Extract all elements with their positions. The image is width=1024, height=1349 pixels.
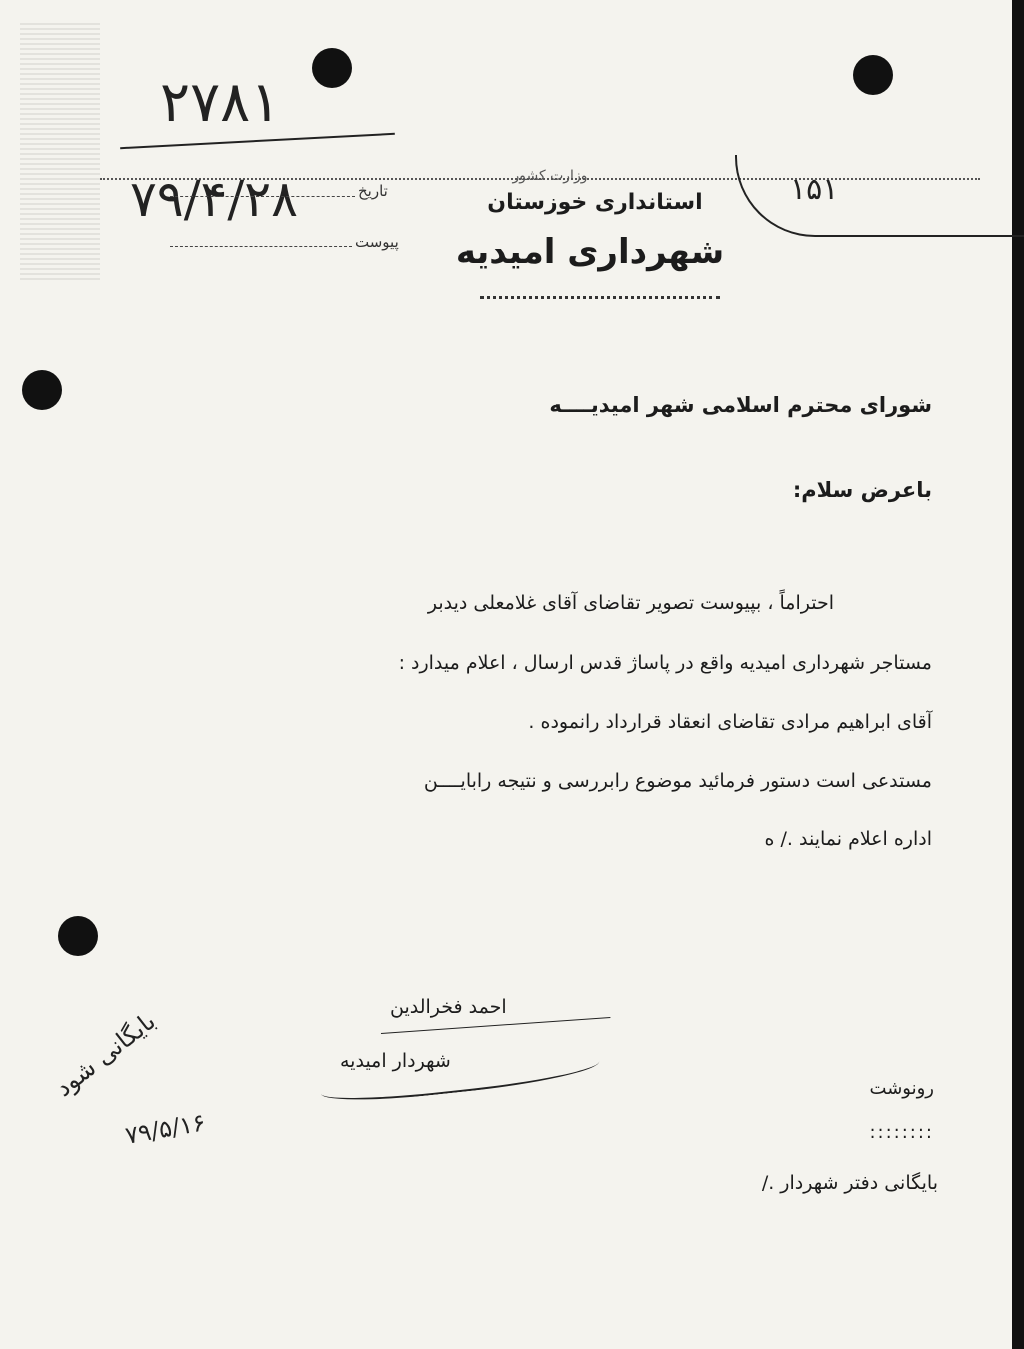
body-line: احتراماً ، بپیوست تصویر تقاضای آقای غلامعلی دیدبر (427, 592, 834, 614)
margin-note: بایگانی شود (50, 1006, 161, 1103)
body-line: اداره اعلام نمایند ./ ه (764, 828, 932, 850)
copies-archive: بایگانی دفتر شهردار ./ (761, 1172, 938, 1194)
corner-stamp-curve (735, 155, 1024, 237)
body-line: مستاجر شهرداری امیدیه واقع در پاساژ قدس ارسال ، اعلام میدارد : (398, 652, 932, 674)
body-line: مستدعی است دستور فرمائید موضوع رابررسی و نتیجه رابایــــن (423, 770, 932, 792)
punch-hole (853, 55, 893, 95)
province-title: استانداری خوزستان (487, 190, 703, 215)
attachment-line (170, 246, 352, 247)
punch-hole (22, 370, 62, 410)
handwritten-number: ۲۷۸۱ (160, 70, 281, 135)
copies-label: رونوشت (869, 1078, 934, 1099)
signer-title: شهردار امیدیه (340, 1050, 451, 1072)
date-line (170, 196, 355, 197)
addressee: شورای محترم اسلامی شهر امیدیــــه (549, 393, 932, 417)
attachment-label: پیوست (355, 233, 399, 251)
ministry-line: وزارت کشور (512, 168, 588, 184)
letterhead-dots (480, 296, 720, 299)
corner-number: ۱۵۱ (790, 172, 839, 207)
greeting: باعرض سلام: (792, 478, 932, 502)
handwritten-date: ۷۹/۴/۲۸ (130, 170, 298, 228)
body-line: آقای ابراهیم مرادی تقاضای انعقاد قرارداد رانموده . (528, 711, 932, 733)
punch-hole (312, 48, 352, 88)
organization-title: شهرداری امیدیه (455, 232, 725, 272)
signer-name: احمد فخرالدین (390, 996, 507, 1018)
margin-note-date: ۷۹/۵/۱۶ (123, 1108, 208, 1150)
scan-noise (20, 20, 100, 280)
punch-hole (58, 916, 98, 956)
handwritten-rule (120, 133, 395, 149)
date-label: تاریخ (358, 182, 388, 200)
copies-dots: :::::::: (869, 1122, 934, 1143)
